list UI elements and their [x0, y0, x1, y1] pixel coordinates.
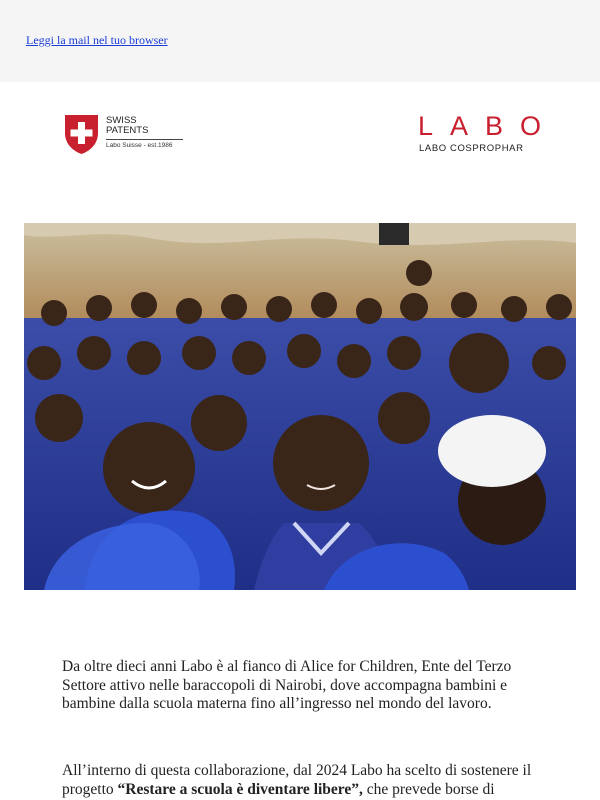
- body-paragraph-1: Da oltre dieci anni Labo è al fianco di Alice for Children, Ente del Terzo Settore attivo nelle baraccopoli di Nairobi, dove accompagna bambini e bambine dalla scuola materna fino all’ingresso nel mondo del lavoro.: [62, 658, 512, 712]
- labo-logo[interactable]: [417, 111, 559, 158]
- swiss-logo-divider: [106, 139, 183, 140]
- hero-image[interactable]: [24, 223, 576, 590]
- swiss-cross-shield-icon: [63, 113, 100, 155]
- body-paragraph-2-start: All’interno di questa collaborazione, dal 2024 Labo ha scelto di sostenere il progetto: [62, 762, 532, 798]
- body-paragraph-2: [62, 762, 552, 799]
- labo-subtitle: LABO COSPROPHAR: [419, 143, 524, 154]
- project-name-bold: “Restare a scuola è diventare libere”,: [117, 780, 363, 798]
- preheader-bar: [0, 0, 600, 82]
- swiss-logo-line2: PATENTS: [106, 125, 149, 136]
- view-in-browser-link[interactable]: Leggi la mail nel tuo browser: [26, 33, 168, 47]
- labo-wordmark: LABO: [418, 111, 559, 141]
- swiss-logo-line1: SWISS: [106, 115, 137, 126]
- children-photo-illustration: [24, 223, 576, 590]
- swiss-logo-tagline: Labo Suisse - est.1986: [106, 142, 173, 149]
- swiss-patents-logo[interactable]: [63, 113, 188, 157]
- body-paragraph-2-end: che prevede borse di: [362, 780, 495, 798]
